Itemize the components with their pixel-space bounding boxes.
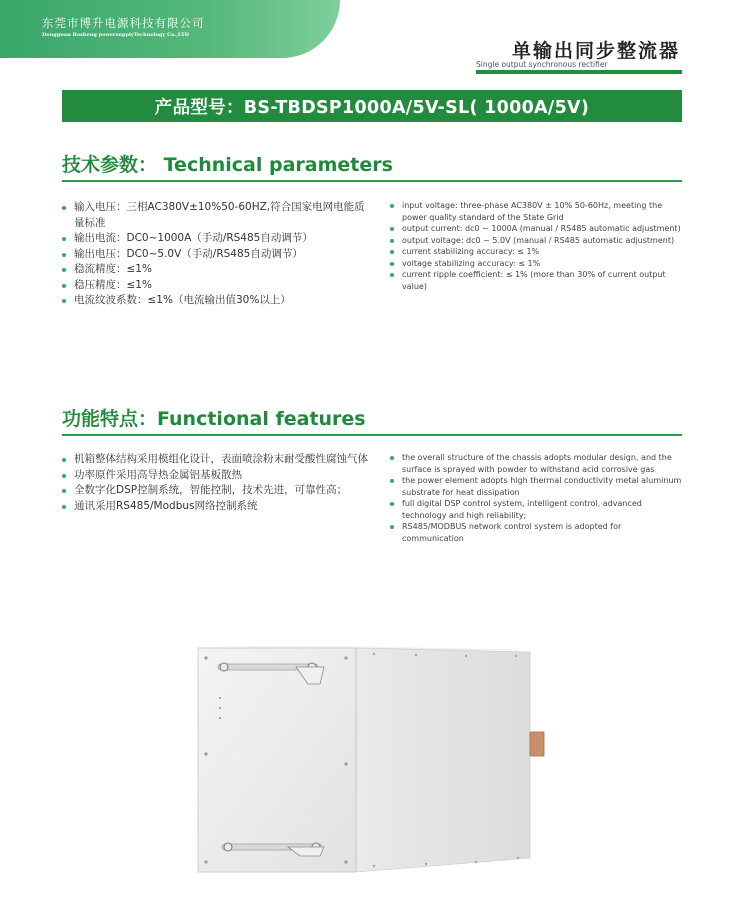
list-item: RS485/MODBUS network control system is adopted for communication — [390, 521, 684, 544]
list-item: 输出电流：DC0~1000A（手动/RS485自动调节） — [62, 231, 368, 247]
features-cn-list — [62, 452, 368, 514]
features-rule — [62, 434, 682, 436]
bullet-icon — [390, 250, 394, 254]
bullet-icon — [62, 489, 66, 493]
bullet-icon — [390, 204, 394, 208]
bullet-icon — [390, 525, 394, 529]
bullet-icon — [390, 227, 394, 231]
technical-heading: 技术参数： Technical parameters — [62, 154, 393, 176]
bullet-icon — [390, 262, 394, 266]
list-item: full digital DSP control system, intelligent control, advanced technology and high reliability; — [390, 498, 684, 521]
document-subtitle: Single output synchronous rectifier — [476, 60, 608, 69]
list-item: output current: dc0 ~ 1000A (manual / RS485 automatic adjustment) — [390, 223, 684, 235]
list-item: 稳流精度：≤1% — [62, 262, 368, 278]
bullet-icon — [62, 284, 66, 288]
document-title: 单输出同步整流器 — [511, 40, 680, 62]
company-name-en: Dongguan Bosheng powersupplyTechnology Co.,LTD — [42, 32, 190, 38]
features-en-list — [390, 452, 684, 544]
company-name-cn: 东莞市博升电源科技有限公司 — [42, 16, 205, 30]
bullet-icon — [62, 299, 66, 303]
list-item: output voltage: dc0 ~ 5.0V (manual / RS485 automatic adjustment) — [390, 235, 684, 247]
list-item: 功率原件采用高导热金属铝基板散热 — [62, 468, 368, 484]
list-item: 电流纹波系数：≤1%（电流输出值30%以上） — [62, 293, 368, 309]
title-underline — [476, 70, 682, 74]
bullet-icon — [390, 502, 394, 506]
list-item: voltage stabilizing accuracy: ≤ 1% — [390, 258, 684, 270]
list-item: 全数字化DSP控制系统，智能控制，技术先进，可靠性高； — [62, 483, 368, 499]
list-item: 输入电压：三相AC380V±10%50-60HZ,符合国家电网电能质量标准 — [62, 200, 368, 231]
technical-en-list — [390, 200, 684, 292]
list-item: 输出电压：DC0~5.0V（手动/RS485自动调节） — [62, 247, 368, 263]
features-heading: 功能特点：Functional features — [62, 408, 366, 430]
bullet-icon — [390, 479, 394, 483]
bullet-icon — [390, 273, 394, 277]
bullet-icon — [62, 253, 66, 257]
bullet-icon — [62, 505, 66, 509]
list-item: input voltage: three-phase AC380V ± 10% 50-60Hz, meeting the power quality standard of the State Grid — [390, 200, 684, 223]
technical-rule — [62, 180, 682, 182]
rectifier-chassis-photo — [196, 644, 548, 876]
model-text: 产品型号：BS-TBDSP1000A/5V-SL( 1000A/5V) — [154, 97, 590, 118]
bullet-icon — [390, 239, 394, 243]
list-item: current stabilizing accuracy: ≤ 1% — [390, 246, 684, 258]
list-item: the power element adopts high thermal conductivity metal aluminum substrate for heat dissipation — [390, 475, 684, 498]
bullet-icon — [62, 206, 66, 210]
model-banner — [62, 90, 682, 122]
bullet-icon — [62, 237, 66, 241]
list-item: the overall structure of the chassis adopts modular design, and the surface is sprayed with powder to withstand acid corrosive gas — [390, 452, 684, 475]
list-item: 稳压精度：≤1% — [62, 278, 368, 294]
bullet-icon — [62, 458, 66, 462]
list-item: current ripple coefficient: ≤ 1% (more than 30% of current output value) — [390, 269, 684, 292]
technical-cn-list — [62, 200, 368, 309]
bullet-icon — [390, 456, 394, 460]
bullet-icon — [62, 474, 66, 478]
bullet-icon — [62, 268, 66, 272]
list-item: 通讯采用RS485/Modbus网络控制系统 — [62, 499, 368, 515]
list-item: 机箱整体结构采用模组化设计，表面喷涂粉末耐受酸性腐蚀气体 — [62, 452, 368, 468]
